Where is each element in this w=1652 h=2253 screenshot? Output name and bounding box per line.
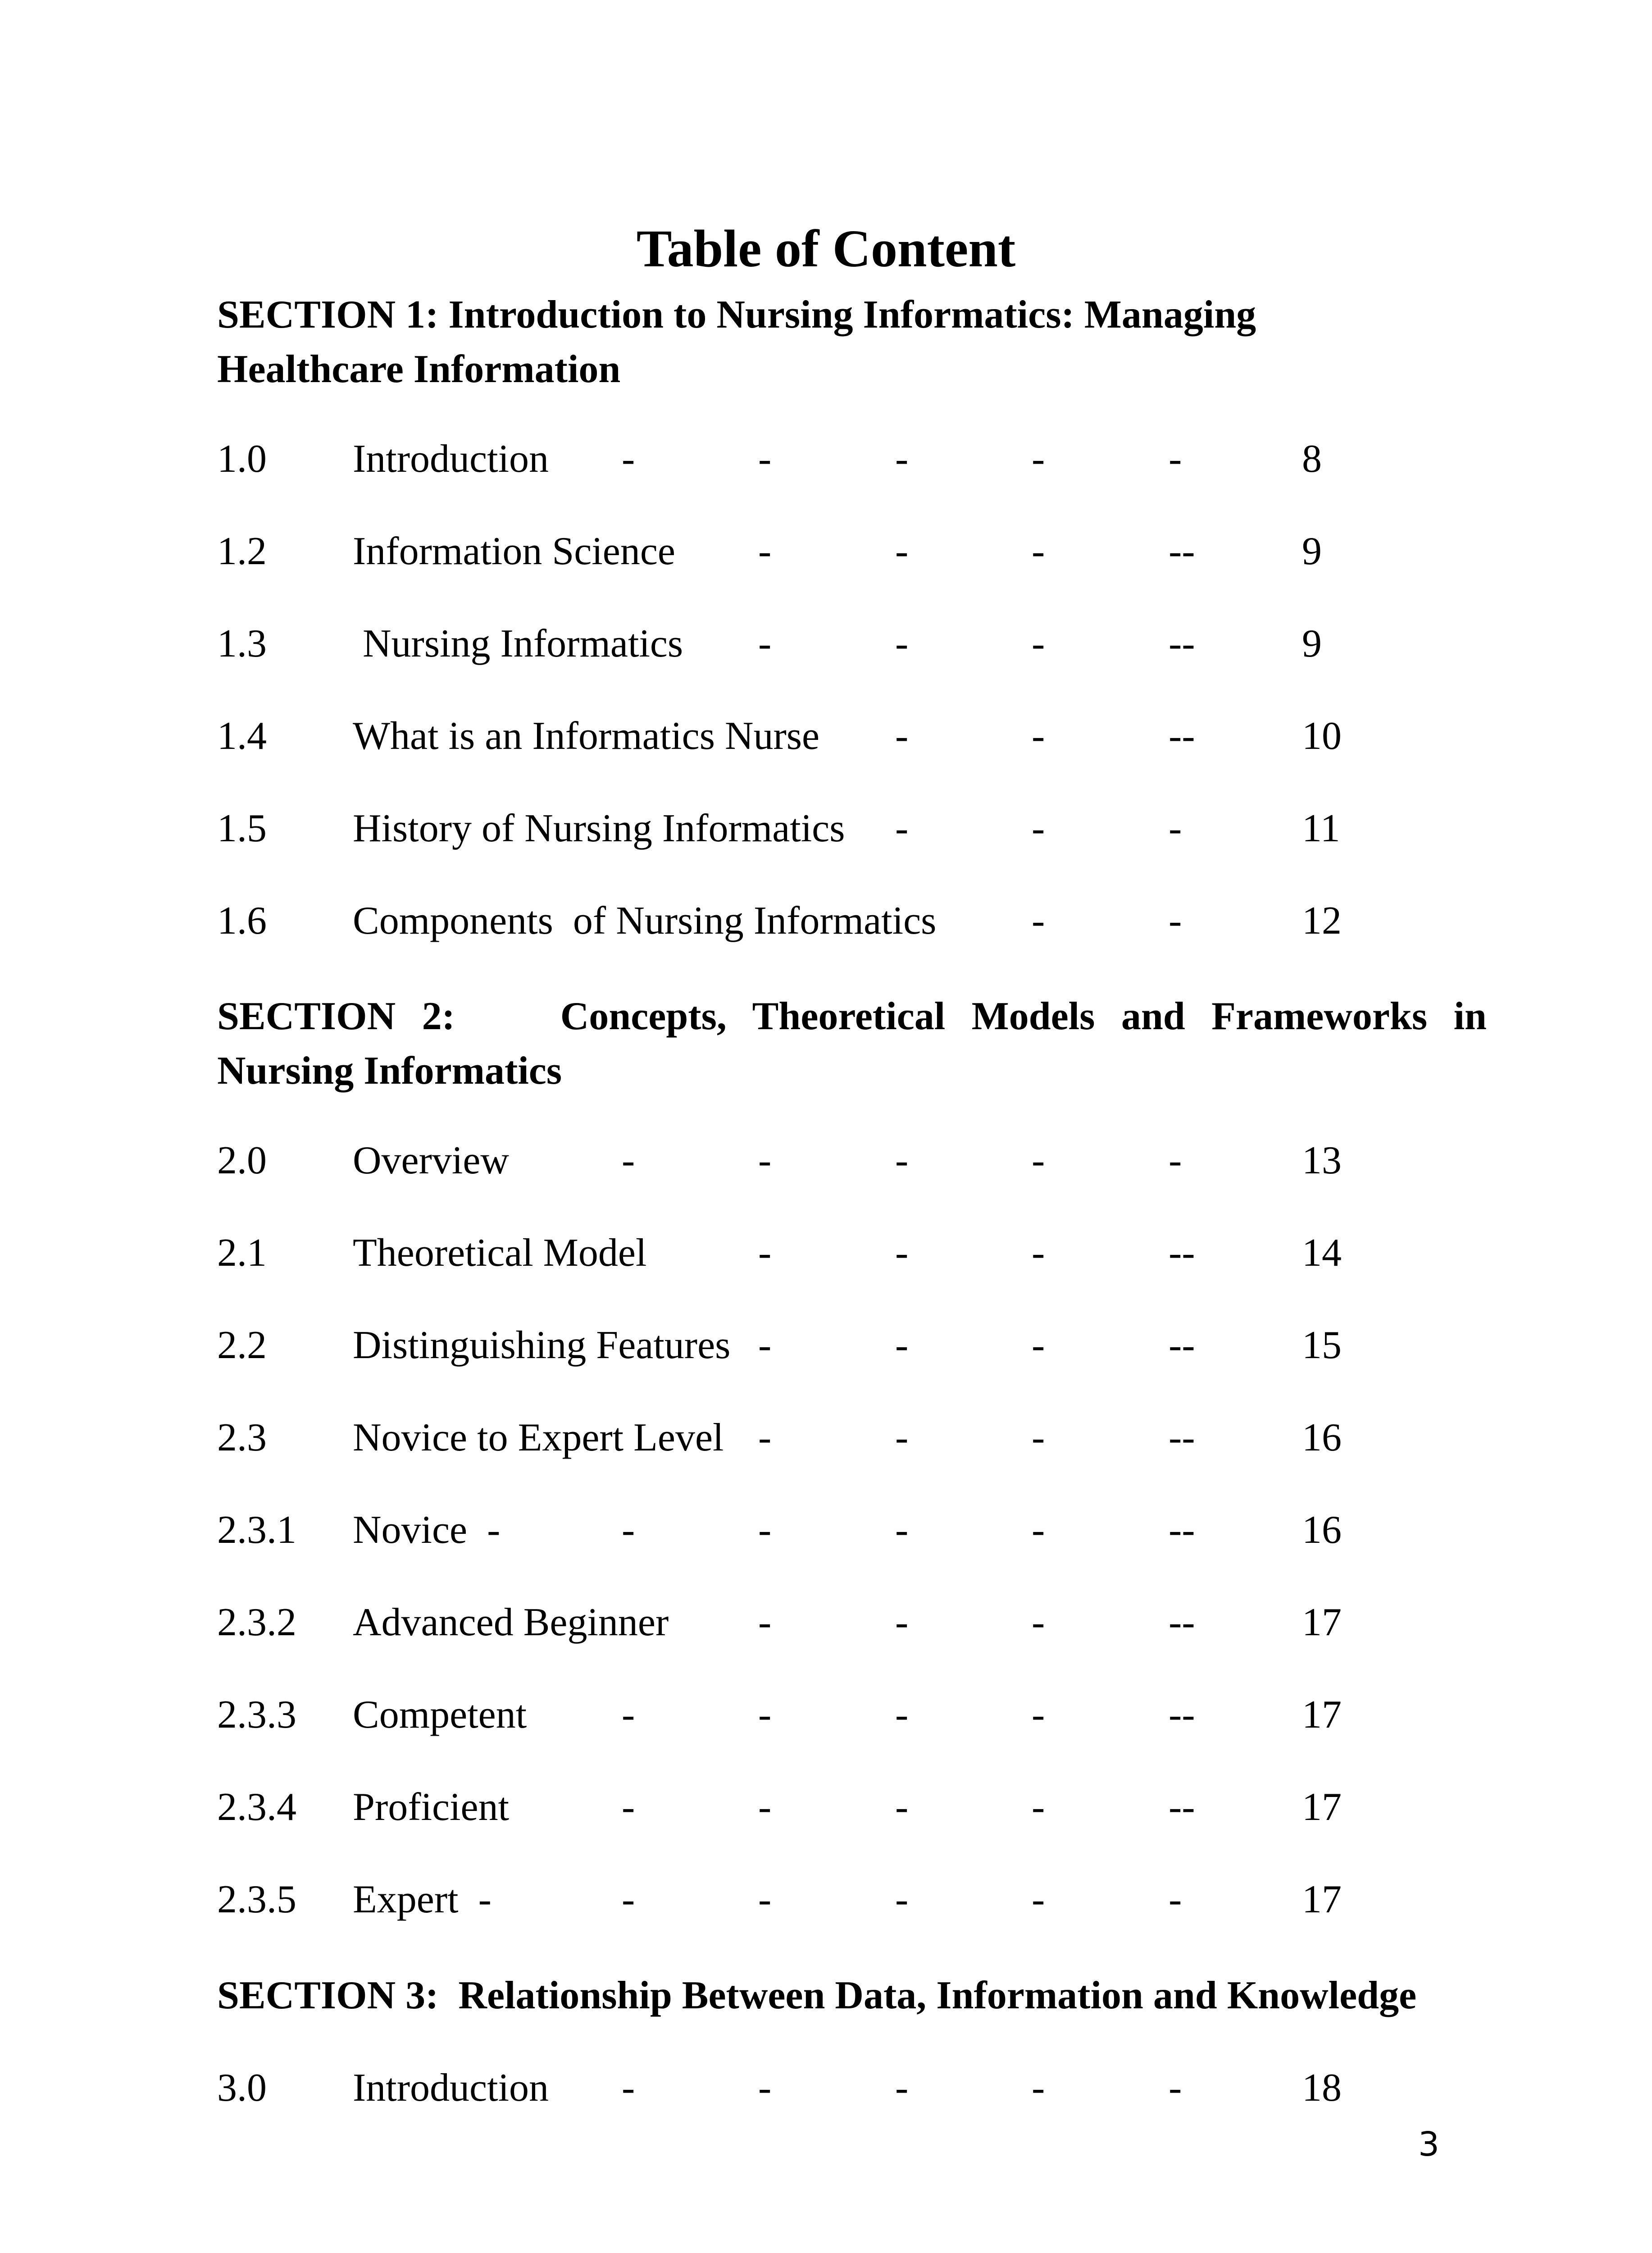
entry-page-number: 15 (1302, 1323, 1342, 1367)
entry-page-number: 17 (1302, 1693, 1342, 1737)
entry-number: 2.3.5 (217, 1878, 296, 1921)
leader-dash: - (1032, 529, 1045, 573)
leader-dash: - (1032, 622, 1045, 666)
leader-dash: -- (1169, 714, 1195, 758)
page-title: Table of Content (636, 219, 1016, 278)
entry-page-number: 10 (1302, 714, 1342, 758)
toc-entry (0, 529, 1652, 577)
entry-number: 1.2 (217, 529, 267, 573)
leader-dash: - (895, 1693, 909, 1737)
entry-number: 2.0 (217, 1139, 267, 1182)
leader-dash: - (895, 1139, 909, 1182)
leader-dash: - (1169, 807, 1182, 850)
entry-title: Expert - (353, 1878, 492, 1921)
entry-title: Introduction (353, 437, 549, 481)
leader-dash: - (758, 622, 772, 666)
entry-page-number: 17 (1302, 1878, 1342, 1921)
leader-dash: - (758, 529, 772, 573)
toc-entry (0, 1785, 1652, 1833)
entry-number: 1.3 (217, 622, 267, 666)
leader-dash: - (1032, 1231, 1045, 1275)
entry-title: Advanced Beginner (353, 1601, 669, 1644)
leader-dash: - (622, 1693, 635, 1737)
entry-page-number: 9 (1302, 622, 1322, 666)
section-1-heading-line-1: SECTION 1: Introduction to Nursing Informatics: Managing (217, 293, 1256, 337)
entry-page-number: 16 (1302, 1508, 1342, 1552)
leader-dash: - (1169, 1139, 1182, 1182)
leader-dash: - (1032, 1508, 1045, 1552)
leader-dash: - (1032, 2066, 1045, 2110)
leader-dash: - (758, 1878, 772, 1921)
leader-dash: -- (1169, 622, 1195, 666)
leader-dash: - (758, 1416, 772, 1459)
leader-dash: - (758, 1508, 772, 1552)
entry-number: 2.3.1 (217, 1508, 296, 1552)
entry-title: Novice to Expert Level (353, 1416, 724, 1459)
entry-number: 2.1 (217, 1231, 267, 1275)
entry-title: Information Science (353, 529, 675, 573)
leader-dash: - (1032, 1693, 1045, 1737)
leader-dash: -- (1169, 1508, 1195, 1552)
entry-title: Theoretical Model (353, 1231, 647, 1275)
section-2-heading-line-2: Nursing Informatics (217, 1049, 562, 1093)
section-1-heading-line-2: Healthcare Information (217, 347, 621, 391)
entry-title: Components of Nursing Informatics (353, 899, 937, 943)
leader-dash: - (895, 622, 909, 666)
entry-title: What is an Informatics Nurse (353, 714, 820, 758)
entry-page-number: 17 (1302, 1601, 1342, 1644)
leader-dash: - (1169, 2066, 1182, 2110)
entry-number: 1.5 (217, 807, 267, 850)
leader-dash: - (895, 2066, 909, 2110)
entry-page-number: 9 (1302, 529, 1322, 573)
entry-number: 2.3 (217, 1416, 267, 1459)
leader-dash: -- (1169, 1231, 1195, 1275)
toc-entry (0, 901, 1652, 946)
toc-entry (0, 1141, 1652, 1186)
leader-dash: - (895, 807, 909, 850)
page-number: 3 (1418, 2125, 1440, 2164)
toc-entry (0, 624, 1652, 669)
leader-dash: -- (1169, 529, 1195, 573)
entry-title: Distinguishing Features (353, 1323, 731, 1367)
toc-entry (0, 1233, 1652, 1278)
leader-dash: - (1169, 899, 1182, 943)
leader-dash: - (895, 714, 909, 758)
leader-dash: - (622, 1508, 635, 1552)
leader-dash: -- (1169, 1693, 1195, 1737)
leader-dash: -- (1169, 1323, 1195, 1367)
leader-dash: - (1032, 899, 1045, 943)
leader-dash: - (758, 1231, 772, 1275)
leader-dash: - (895, 1231, 909, 1275)
section-3-heading: SECTION 3: Relationship Between Data, Information and Knowledge (217, 1974, 1417, 2017)
entry-page-number: 18 (1302, 2066, 1342, 2110)
toc-entry (0, 1603, 1652, 1648)
leader-dash: - (758, 1601, 772, 1644)
leader-dash: - (1032, 1601, 1045, 1644)
leader-dash: - (1032, 1785, 1045, 1829)
leader-dash: - (895, 437, 909, 481)
leader-dash: - (622, 1785, 635, 1829)
entry-title: Proficient (353, 1785, 510, 1829)
toc-entry (0, 1510, 1652, 1555)
entry-page-number: 11 (1302, 807, 1340, 850)
leader-dash: - (758, 1139, 772, 1182)
toc-entry (0, 439, 1652, 484)
toc-entry (0, 2068, 1652, 2113)
entry-title: Competent (353, 1693, 527, 1737)
leader-dash: - (895, 1785, 909, 1829)
entry-number: 2.3.2 (217, 1601, 296, 1644)
entry-page-number: 14 (1302, 1231, 1342, 1275)
leader-dash: - (758, 2066, 772, 2110)
leader-dash: - (1032, 437, 1045, 481)
entry-page-number: 13 (1302, 1139, 1342, 1182)
entry-number: 1.4 (217, 714, 267, 758)
entry-page-number: 8 (1302, 437, 1322, 481)
toc-entry (0, 716, 1652, 762)
leader-dash: - (622, 437, 635, 481)
leader-dash: - (1032, 1878, 1045, 1921)
entry-number: 2.3.3 (217, 1693, 296, 1737)
leader-dash: -- (1169, 1601, 1195, 1644)
entry-title: Novice - (353, 1508, 501, 1552)
leader-dash: -- (1169, 1785, 1195, 1829)
entry-title: Overview (353, 1139, 509, 1182)
entry-number: 3.0 (217, 2066, 267, 2110)
leader-dash: - (895, 1323, 909, 1367)
leader-dash: - (758, 1693, 772, 1737)
toc-entry (0, 1880, 1652, 1925)
toc-entry (0, 1323, 1652, 1371)
leader-dash: - (758, 1323, 772, 1367)
leader-dash: - (1169, 1878, 1182, 1921)
entry-number: 2.2 (217, 1323, 267, 1367)
entry-number: 1.6 (217, 899, 267, 943)
leader-dash: - (1032, 714, 1045, 758)
leader-dash: - (895, 1508, 909, 1552)
entry-title: Nursing Informatics (353, 622, 683, 666)
leader-dash: - (1032, 807, 1045, 850)
leader-dash: - (758, 1785, 772, 1829)
entry-number: 2.3.4 (217, 1785, 296, 1829)
leader-dash: - (1032, 1416, 1045, 1459)
entry-number: 1.0 (217, 437, 267, 481)
leader-dash: - (622, 2066, 635, 2110)
toc-entry (0, 1695, 1652, 1740)
leader-dash: - (895, 1878, 909, 1921)
leader-dash: - (895, 1416, 909, 1459)
leader-dash: - (895, 1601, 909, 1644)
leader-dash: -- (1169, 1416, 1195, 1459)
leader-dash: - (1169, 437, 1182, 481)
entry-page-number: 17 (1302, 1785, 1342, 1829)
leader-dash: - (1032, 1139, 1045, 1182)
entry-page-number: 16 (1302, 1416, 1342, 1459)
entry-title: History of Nursing Informatics (353, 807, 845, 850)
toc-entry (0, 809, 1652, 854)
leader-dash: - (1032, 1323, 1045, 1367)
leader-dash: - (622, 1139, 635, 1182)
leader-dash: - (895, 529, 909, 573)
entry-title: Introduction (353, 2066, 549, 2110)
section-2-heading-line-1: SECTION 2: Concepts, Theoretical Models and Frameworks in (217, 994, 1487, 1038)
toc-entry (0, 1418, 1652, 1463)
leader-dash: - (622, 1878, 635, 1921)
entry-page-number: 12 (1302, 899, 1342, 943)
leader-dash: - (758, 437, 772, 481)
